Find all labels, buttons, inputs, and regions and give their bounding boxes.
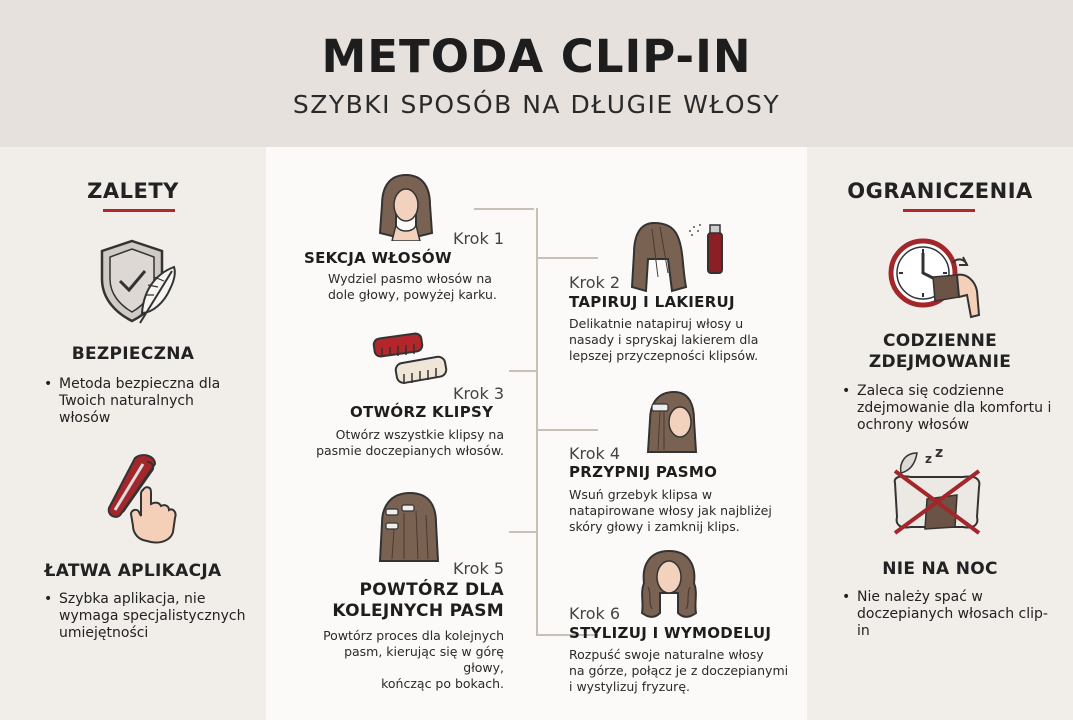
- step-desc-line: Wsuń grzebyk klipsa w: [569, 487, 713, 502]
- page-title: METODA CLIP-IN: [321, 30, 752, 83]
- step-desc-line: pasm, kierując się w górę głowy,: [344, 644, 504, 675]
- cons-underline: [903, 209, 975, 212]
- cons-item-bullet: • Zaleca się codzienne zdejmowanie dla komfortu i ochrony włosów: [857, 383, 1057, 434]
- step-desc-line: lepszej przyczepności klipsów.: [569, 348, 759, 363]
- header: [0, 0, 1073, 147]
- connector-line: [474, 208, 534, 210]
- step-title: OTWÓRZ KLIPSY: [350, 403, 494, 421]
- svg-text:z: z: [925, 452, 932, 466]
- step-desc: [569, 487, 804, 535]
- step-number: Krok 5: [452, 559, 504, 578]
- step-title-line: POWTÓRZ DLA: [359, 580, 504, 600]
- step-title: [306, 580, 504, 622]
- page-subtitle: SZYBKI SPOSÓB NA DŁUGIE WŁOSY: [292, 90, 781, 119]
- cons-item-title-line: ZDEJMOWANIE: [868, 352, 1012, 372]
- step-title: TAPIRUJ I LAKIERUJ: [569, 293, 735, 311]
- step-desc-line: kończąc po bokach.: [381, 676, 504, 691]
- step-title-line: KOLEJNYCH PASM: [332, 601, 504, 621]
- connector-line: [509, 370, 538, 372]
- step-number: Krok 6: [569, 604, 621, 623]
- step-desc-line: i wystylizuj fryzurę.: [569, 679, 690, 694]
- pin-strand-icon: [640, 388, 706, 458]
- cons-item-bullet: • Nie należy spać w doczepianych włosach clip-in: [857, 589, 1057, 640]
- step-desc: [569, 316, 804, 364]
- step-desc: [569, 647, 804, 695]
- cons-item-title-line: CODZIENNE: [882, 331, 998, 351]
- step-desc-line: Delikatnie natapiruj włosy u: [569, 316, 744, 331]
- timeline-line: [536, 208, 538, 636]
- step-desc-line: Otwórz wszystkie klipsy na: [335, 427, 504, 442]
- step-desc: [306, 628, 504, 692]
- clips-icon: [368, 330, 452, 390]
- connector-line: [538, 257, 598, 259]
- styled-hair-icon: [636, 547, 702, 623]
- step-desc-line: Rozpuść swoje naturalne włosy: [569, 647, 764, 662]
- step-desc-line: skóry głowy i zamknij klips.: [569, 519, 740, 534]
- step-title: STYLIZUJ I WYMODELUJ: [569, 624, 772, 642]
- step-number: Krok 3: [452, 384, 504, 403]
- pros-underline: [103, 209, 175, 212]
- repeat-clips-icon: [374, 489, 444, 565]
- pros-item-bullet: • Szybka aplikacja, nie wymaga specjalistycznych umiejętności: [59, 591, 254, 642]
- cons-item-title: NIE NA NOC: [882, 559, 998, 579]
- step-desc-line: dole głowy, powyżej karku.: [328, 287, 497, 302]
- pros-title: ZALETY: [87, 179, 179, 203]
- cons-item-title: [807, 331, 1073, 373]
- svg-text:z: z: [935, 447, 944, 461]
- step-title: PRZYPNIJ PASMO: [569, 463, 718, 481]
- step-desc-line: na górze, połącz je z doczepianymi: [569, 663, 789, 678]
- connector-line: [509, 531, 538, 533]
- step-title: SEKCJA WŁOSÓW: [304, 249, 452, 267]
- pros-item-title: ŁATWA APLIKACJA: [44, 561, 222, 581]
- clip-hand-icon: [95, 452, 185, 544]
- step-number: Krok 1: [452, 229, 504, 248]
- step-desc-line: pasmie doczepianych włosów.: [316, 443, 504, 458]
- cons-column: [807, 147, 1073, 720]
- pros-item-bullet: • Metoda bezpieczna dla Twoich naturalnych włosów: [59, 376, 249, 427]
- shield-feather-icon: [92, 235, 184, 327]
- step-desc: [328, 271, 518, 303]
- clock-icon: [887, 235, 983, 325]
- steps-panel: [266, 147, 807, 720]
- no-sleep-icon: [887, 447, 987, 537]
- pros-item-title: BEZPIECZNA: [71, 344, 195, 364]
- step-desc-line: Powtórz proces dla kolejnych: [323, 628, 504, 643]
- step-desc: [306, 427, 504, 459]
- hairspray-icon: [628, 217, 728, 293]
- step-number: Krok 2: [569, 273, 621, 292]
- connector-line: [538, 429, 598, 431]
- step-number: Krok 4: [569, 444, 621, 463]
- cons-title: OGRANICZENIA: [847, 179, 1033, 203]
- step-desc-line: nasady i spryskaj lakierem dla: [569, 332, 759, 347]
- step-desc-line: Wydziel pasmo włosów na: [328, 271, 492, 286]
- step-desc-line: natapirowane włosy jak najbliżej: [569, 503, 772, 518]
- pros-column: [0, 147, 266, 720]
